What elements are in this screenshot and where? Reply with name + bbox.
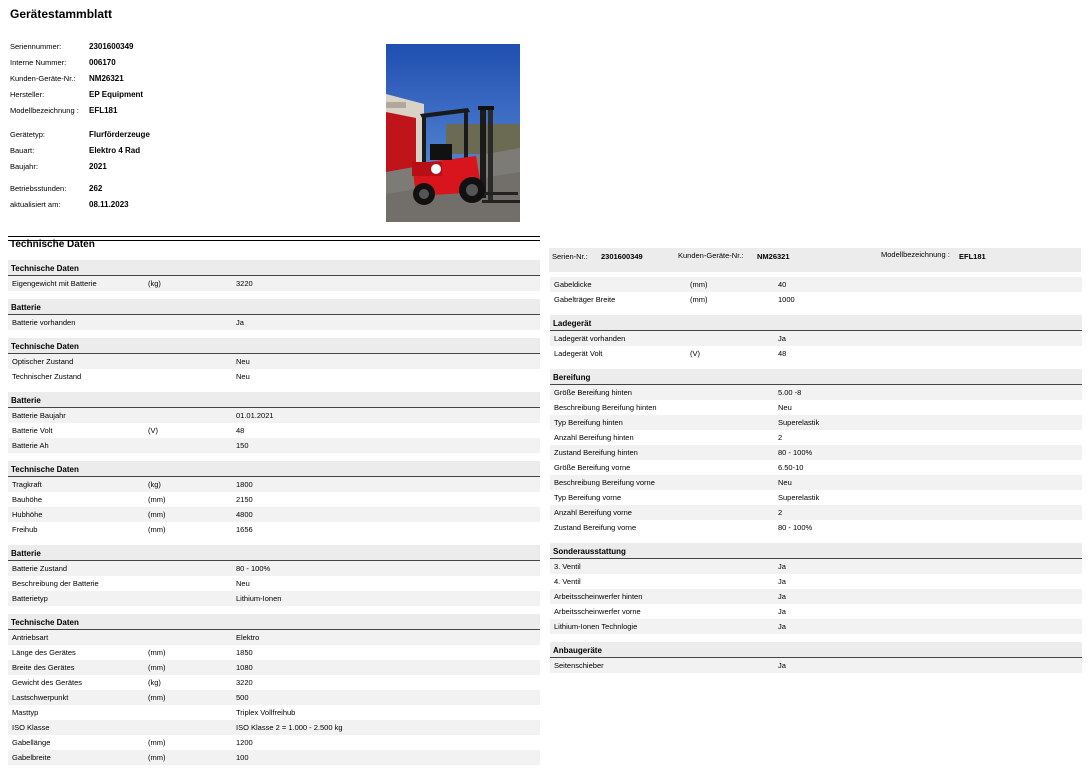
row-value: 100	[236, 753, 249, 762]
row-value: Neu	[778, 403, 792, 412]
info-row	[10, 162, 210, 184]
info-label: Bauart:	[10, 146, 35, 155]
table-row	[8, 561, 540, 576]
row-label: Gabellänge	[12, 738, 51, 747]
row-value: Neu	[778, 478, 792, 487]
row-label: Masttyp	[12, 708, 39, 717]
row-value: Superelastik	[778, 493, 820, 502]
row-label: Lithium-Ionen Technlogie	[554, 622, 638, 631]
row-label: Ladegerät Volt	[554, 349, 603, 358]
table-row	[550, 475, 1082, 490]
spacer	[8, 330, 540, 338]
forklift-photo	[386, 44, 520, 222]
divider	[8, 236, 540, 237]
table-row	[550, 385, 1082, 400]
row-value: 5.00 -8	[778, 388, 802, 397]
table-row	[550, 520, 1082, 535]
row-label: Typ Bereifung vorne	[554, 493, 622, 502]
table-row	[550, 331, 1082, 346]
info-label: Betriebsstunden:	[10, 184, 67, 193]
row-label: Seitenschieber	[554, 661, 604, 670]
row-value: Lithium-Ionen	[236, 594, 282, 603]
row-value: 3220	[236, 678, 253, 687]
info-label: Modellbezeichnung :	[10, 106, 79, 115]
row-label: Ladegerät vorhanden	[554, 334, 626, 343]
table-row	[8, 675, 540, 690]
info-row	[10, 74, 210, 90]
info-row	[10, 130, 210, 146]
row-unit: (V)	[148, 426, 158, 435]
info-label: Interne Nummer:	[10, 58, 67, 67]
row-value: Superelastik	[778, 418, 820, 427]
row-label: Batterie vorhanden	[12, 318, 76, 327]
row-value: 1200	[236, 738, 253, 747]
row-label: Bauhöhe	[12, 495, 43, 504]
row-value: 1800	[236, 480, 253, 489]
row-label: 4. Ventil	[554, 577, 581, 586]
group-heading: Technische Daten	[8, 338, 540, 354]
table-row	[550, 505, 1082, 520]
info-value: EP Equipment	[89, 90, 144, 99]
table-row	[550, 619, 1082, 634]
row-label: Antriebsart	[12, 633, 49, 642]
table-row	[550, 658, 1082, 673]
right-header	[549, 248, 1081, 272]
info-label: Gerätetyp:	[10, 130, 46, 139]
info-row	[10, 42, 210, 58]
row-label: Gabelbreite	[12, 753, 51, 762]
row-label: Batterie Zustand	[12, 564, 68, 573]
info-row	[10, 200, 210, 216]
spacer	[8, 291, 540, 299]
info-value: EFL181	[89, 106, 118, 115]
device-info	[10, 42, 210, 216]
spec-group	[550, 543, 1082, 634]
row-label: Gabeldicke	[554, 280, 592, 289]
row-value: 48	[236, 426, 245, 435]
row-value: 80 - 100%	[778, 523, 813, 532]
table-row	[550, 559, 1082, 574]
info-value: 2301600349	[89, 42, 134, 51]
row-unit: (mm)	[148, 510, 166, 519]
table-row	[8, 369, 540, 384]
info-value: 08.11.2023	[89, 200, 129, 209]
row-unit: (V)	[690, 349, 700, 358]
section-title: Technische Daten	[10, 239, 95, 250]
spacer	[8, 384, 540, 392]
row-label: Arbeitsscheinwerfer hinten	[554, 592, 643, 601]
row-unit: (mm)	[148, 525, 166, 534]
table-row	[8, 522, 540, 537]
group-heading: Technische Daten	[8, 461, 540, 477]
info-value: 2021	[89, 162, 107, 171]
spec-group	[8, 461, 540, 537]
table-row	[8, 630, 540, 645]
row-label: Beschreibung Bereifung vorne	[554, 478, 655, 487]
row-value: 48	[778, 349, 787, 358]
info-row	[10, 58, 210, 74]
row-value: 1080	[236, 663, 253, 672]
row-unit: (mm)	[148, 663, 166, 672]
table-row	[8, 408, 540, 423]
row-value: 80 - 100%	[778, 448, 813, 457]
row-value: 2	[778, 508, 783, 517]
row-value: ISO Klasse 2 = 1.000 - 2.500 kg	[236, 723, 343, 732]
row-unit: (mm)	[148, 693, 166, 702]
table-row	[8, 576, 540, 591]
info-label: Baujahr:	[10, 162, 38, 171]
row-value: Ja	[236, 318, 244, 327]
customer-number-value: NM26321	[757, 252, 790, 261]
group-heading: Sonderausstattung	[550, 543, 1082, 559]
row-value: Ja	[778, 607, 786, 616]
row-label: Typ Bereifung hinten	[554, 418, 623, 427]
table-row	[8, 591, 540, 606]
row-unit: (mm)	[148, 495, 166, 504]
spec-group	[8, 299, 540, 330]
spacer	[550, 361, 1082, 369]
group-heading: Batterie	[8, 392, 540, 408]
group-heading: Bereifung	[550, 369, 1082, 385]
info-row	[10, 90, 210, 106]
info-row	[10, 106, 210, 130]
row-unit: (mm)	[148, 648, 166, 657]
table-row	[8, 507, 540, 522]
row-value: 80 - 100%	[236, 564, 271, 573]
row-value: Triplex Vollfreihub	[236, 708, 296, 717]
table-row	[550, 430, 1082, 445]
row-unit: (kg)	[148, 678, 161, 687]
row-label: Hubhöhe	[12, 510, 43, 519]
row-label: Größe Bereifung vorne	[554, 463, 631, 472]
row-value: Ja	[778, 577, 786, 586]
table-row	[550, 589, 1082, 604]
spec-group	[8, 392, 540, 453]
spec-group	[8, 545, 540, 606]
table-row	[8, 750, 540, 765]
row-unit: (mm)	[690, 280, 708, 289]
table-row	[8, 477, 540, 492]
row-value: Ja	[778, 334, 786, 343]
row-label: Anzahl Bereifung vorne	[554, 508, 632, 517]
row-value: Neu	[236, 372, 250, 381]
info-value: 262	[89, 184, 103, 193]
table-row	[550, 460, 1082, 475]
row-label: Lastschwerpunkt	[12, 693, 69, 702]
row-value: 01.01.2021	[236, 411, 274, 420]
row-value: 500	[236, 693, 249, 702]
row-label: Optischer Zustand	[12, 357, 74, 366]
row-label: Batterietyp	[12, 594, 48, 603]
info-value: Elektro 4 Rad	[89, 146, 141, 155]
model-value: EFL181	[959, 252, 986, 261]
row-label: Gabelträger Breite	[554, 295, 616, 304]
info-label: aktualisiert am:	[10, 200, 61, 209]
row-label: Gewicht des Gerätes	[12, 678, 83, 687]
spacer	[550, 634, 1082, 642]
row-label: Arbeitsscheinwerfer vorne	[554, 607, 641, 616]
table-row	[550, 490, 1082, 505]
info-row	[10, 146, 210, 162]
row-unit: (mm)	[148, 753, 166, 762]
row-label: Zustand Bereifung hinten	[554, 448, 638, 457]
row-label: Beschreibung der Batterie	[12, 579, 99, 588]
row-unit: (kg)	[148, 279, 161, 288]
row-label: Batterie Ah	[12, 441, 49, 450]
spec-group	[550, 369, 1082, 535]
group-heading: Batterie	[8, 545, 540, 561]
info-value: 006170	[89, 58, 116, 67]
table-row	[8, 705, 540, 720]
row-label: Tragkraft	[12, 480, 42, 489]
row-value: 1000	[778, 295, 795, 304]
info-row	[10, 184, 210, 200]
table-row	[8, 492, 540, 507]
row-value: 1656	[236, 525, 253, 534]
table-row	[8, 423, 540, 438]
info-value: NM26321	[89, 74, 124, 83]
row-value: Ja	[778, 622, 786, 631]
table-row	[8, 645, 540, 660]
info-label: Kunden-Geräte-Nr.:	[10, 74, 76, 83]
info-label: Hersteller:	[10, 90, 45, 99]
group-heading: Technische Daten	[8, 614, 540, 630]
table-row	[550, 574, 1082, 589]
row-unit: (kg)	[148, 480, 161, 489]
row-label: ISO Klasse	[12, 723, 50, 732]
row-label: Zustand Bereifung vorne	[554, 523, 637, 532]
row-unit: (mm)	[148, 738, 166, 747]
row-label: Beschreibung Bereifung hinten	[554, 403, 657, 412]
table-row	[8, 660, 540, 675]
spec-group	[8, 614, 540, 765]
table-row	[8, 315, 540, 330]
row-label: Eigengewicht mit Batterie	[12, 279, 97, 288]
row-label: Breite des Gerätes	[12, 663, 75, 672]
row-value: 150	[236, 441, 249, 450]
table-row	[8, 735, 540, 750]
table-row	[8, 276, 540, 291]
table-row	[550, 292, 1082, 307]
spacer	[550, 535, 1082, 543]
row-value: Ja	[778, 661, 786, 670]
table-row	[8, 354, 540, 369]
row-value: Neu	[236, 357, 250, 366]
row-label: Freihub	[12, 525, 38, 534]
group-heading: Technische Daten	[8, 260, 540, 276]
spec-group	[550, 642, 1082, 673]
row-label: Länge des Gerätes	[12, 648, 76, 657]
row-value: Ja	[778, 592, 786, 601]
left-spec-column	[8, 260, 540, 765]
model-label: Modellbezeichnung :	[881, 250, 950, 259]
row-label: Batterie Volt	[12, 426, 53, 435]
customer-number-label: Kunden-Geräte-Nr.:	[678, 251, 744, 260]
page-title: Gerätestammblatt	[10, 7, 113, 21]
row-value: 2	[778, 433, 783, 442]
serial-label: Serien-Nr.:	[552, 252, 588, 261]
row-label: Batterie Baujahr	[12, 411, 66, 420]
table-row	[550, 346, 1082, 361]
row-value: Elektro	[236, 633, 260, 642]
row-value: 2150	[236, 495, 253, 504]
spec-group	[8, 260, 540, 291]
row-unit: (mm)	[690, 295, 708, 304]
row-label: 3. Ventil	[554, 562, 581, 571]
table-row	[550, 400, 1082, 415]
serial-value: 2301600349	[601, 252, 643, 261]
table-row	[8, 690, 540, 705]
row-value: 3220	[236, 279, 253, 288]
spacer	[8, 606, 540, 614]
table-row	[550, 445, 1082, 460]
table-row	[550, 604, 1082, 619]
right-spec-column	[550, 277, 1082, 673]
spec-group	[8, 338, 540, 384]
row-label: Anzahl Bereifung hinten	[554, 433, 634, 442]
row-value: 4800	[236, 510, 253, 519]
row-label: Technischer Zustand	[12, 372, 82, 381]
table-row	[8, 438, 540, 453]
group-heading: Ladegerät	[550, 315, 1082, 331]
row-value: 1850	[236, 648, 253, 657]
spacer	[8, 537, 540, 545]
info-value: Flurförderzeuge	[89, 130, 150, 139]
table-row	[550, 277, 1082, 292]
row-value: Neu	[236, 579, 250, 588]
spec-group	[550, 315, 1082, 361]
group-heading: Anbaugeräte	[550, 642, 1082, 658]
row-label: Größe Bereifung hinten	[554, 388, 632, 397]
table-row	[550, 415, 1082, 430]
info-label: Seriennummer:	[10, 42, 62, 51]
row-value: 6.50-10	[778, 463, 804, 472]
spacer	[550, 307, 1082, 315]
spacer	[8, 453, 540, 461]
row-value: Ja	[778, 562, 786, 571]
table-row	[8, 720, 540, 735]
row-value: 40	[778, 280, 787, 289]
group-heading: Batterie	[8, 299, 540, 315]
